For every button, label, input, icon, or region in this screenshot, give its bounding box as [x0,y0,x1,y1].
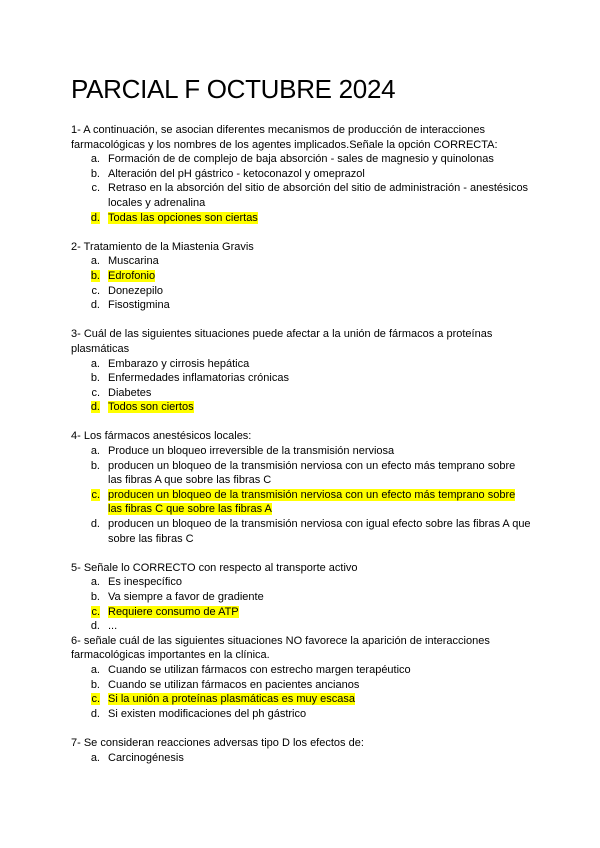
option-a: a. Muscarina [90,255,159,268]
document-title: PARCIAL F OCTUBRE 2024 [71,74,396,104]
option-d: d. ... [90,620,118,633]
option-d-highlighted-answer: d. Todas las opciones son ciertas [90,211,258,224]
question-stem: 5- Señale lo CORRECTO con respecto al transporte activo [71,561,358,574]
question-2 [71,240,531,313]
option-d: d. Fisostigmina [90,299,170,312]
option-list [71,751,531,766]
question-list [71,123,531,765]
option-c: c. Donezepilo [91,284,164,297]
option-b: b. Cuando se utilizan fármacos en pacientes ancianos [90,678,360,691]
option-a: a. Embarazo y cirrosis hepática [90,357,250,370]
question-1 [71,123,531,225]
option-d: d. Si existen modificaciones del ph gástrico [90,707,307,720]
question-3 [71,327,531,415]
question-stem: 7- Se consideran reacciones adversas tipo D los efectos de: [71,736,364,749]
option-list [71,444,531,546]
option-a: a. Carcinogénesis [90,751,184,764]
question-6 [71,634,531,722]
question-stem: 1- A continuación, se asocian diferentes mecanismos de producción de interacciones farmacológicas y los nombres de los agentes implicados.Señale la opción CORRECTA: [71,124,498,151]
option-c-highlighted-answer: c. Requiere consumo de ATP [91,605,239,618]
question-7 [71,736,531,765]
option-list [71,663,531,721]
option-list [71,357,531,415]
question-5 [71,561,531,634]
option-c-highlighted-answer: c. producen un bloqueo de la transmisión nerviosa con un efecto más temprano sobre las fibras C que sobre las fibras A [91,488,516,516]
option-a: a. Formación de de complejo de baja absorción - sales de magnesio y quinolonas [90,153,494,166]
option-d: d. producen un bloqueo de la transmisión nerviosa con igual efecto sobre las fibras A que sobre las fibras C [90,518,531,545]
option-d-highlighted-answer: d. Todos son ciertos [90,401,194,414]
question-4 [71,429,531,546]
option-c: c. Retraso en la absorción del sitio de absorción del sitio de administración - anestésicos locales y adrenalina [91,182,529,209]
option-c-highlighted-answer: c. Si la unión a proteínas plasmáticas es muy escasa [91,693,356,706]
question-stem: 4- Los fármacos anestésicos locales: [71,430,252,443]
question-stem: 6- señale cuál de las siguientes situaciones NO favorece la aparición de interacciones farmacológicas importantes en la clínica. [71,634,490,662]
option-a: a. Es inespecífico [90,576,182,589]
option-list [71,575,531,633]
option-list [71,152,531,225]
option-c: c. Diabetes [91,386,152,399]
option-list [71,254,531,312]
option-b: b. producen un bloqueo de la transmisión nerviosa con un efecto más temprano sobre las fibras A que sobre las fibras C [90,459,516,487]
option-b-highlighted-answer: b. Edrofonio [90,269,156,282]
question-stem: 2- Tratamiento de la Miastenia Gravis [71,240,254,253]
question-stem: 3- Cuál de las siguientes situaciones puede afectar a la unión de fármacos a proteínas plasmáticas [71,328,493,355]
option-b: b. Enfermedades inflamatorias crónicas [90,372,289,385]
option-b: b. Alteración del pH gástrico - ketoconazol y omeprazol [90,167,365,180]
option-b: b. Va siempre a favor de gradiente [90,591,264,603]
option-a: a. Produce un bloqueo irreversible de la transmisión nerviosa [90,445,395,458]
option-a: a. Cuando se utilizan fármacos con estrecho margen terapéutico [90,663,411,676]
